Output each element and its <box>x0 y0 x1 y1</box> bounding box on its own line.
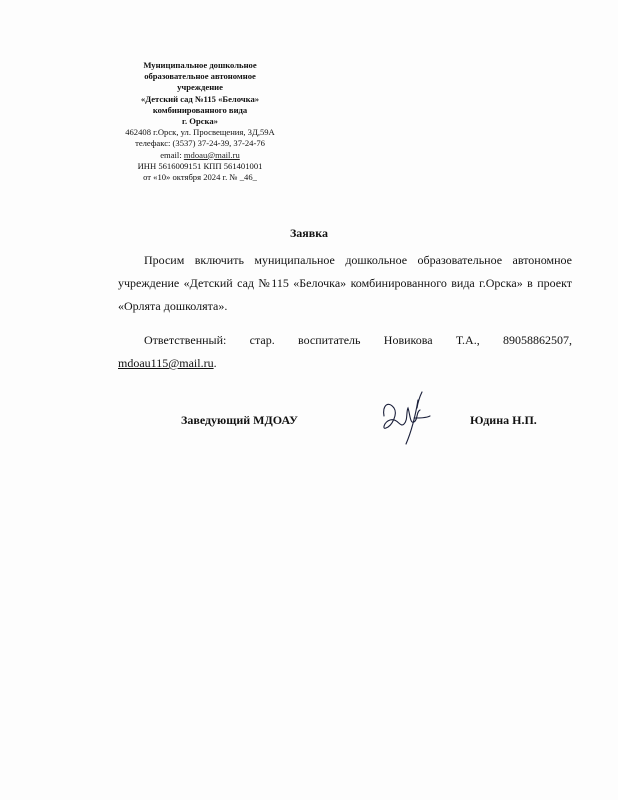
inn-kpp: ИНН 5616009151 КПП 561401001 <box>137 160 263 171</box>
org-name-line: образовательное автономное <box>144 71 256 82</box>
email-link[interactable]: mdoau@mail.ru <box>183 149 240 160</box>
signatory-role: Заведующий МДОАУ <box>181 413 298 427</box>
responsible-text: Ответственный: стар. воспитатель Новикова Т.А., 89058862507, <box>144 333 572 347</box>
letterhead <box>110 60 290 183</box>
org-name-line: г. Орска» <box>182 116 218 127</box>
signatory-name: Юдина Н.П. <box>470 413 537 427</box>
document-title: Заявка <box>289 226 329 240</box>
responsible-email-link[interactable]: mdoau115@mail.ru <box>118 356 214 370</box>
responsible-end: . <box>213 356 217 370</box>
org-name-line: комбинированного вида <box>152 104 248 115</box>
handwritten-signature <box>370 378 434 448</box>
email-line <box>110 150 290 161</box>
org-name-line: учреждение <box>177 82 223 93</box>
responsible-paragraph <box>118 329 572 375</box>
date-reference: от «10» октября 2024 г. № _46_ <box>143 172 257 183</box>
org-name-line: «Детский сад №115 «Белочка» <box>140 93 260 104</box>
email-label: email: <box>160 149 184 160</box>
request-paragraph: Просим включить муниципальное дошкольное образовательное автономное учреждение «Детский сад №115 «Белочка» комбинированного вида г.Орска» в проект «Орлята дошколята». <box>118 253 572 313</box>
org-name-line: Муниципальное дошкольное <box>143 60 257 70</box>
phone: телефакс: (3537) 37-24-39, 37-24-76 <box>135 138 265 149</box>
address: 462408 г.Орск, ул. Просвещения, 3Д,59А <box>125 127 275 138</box>
